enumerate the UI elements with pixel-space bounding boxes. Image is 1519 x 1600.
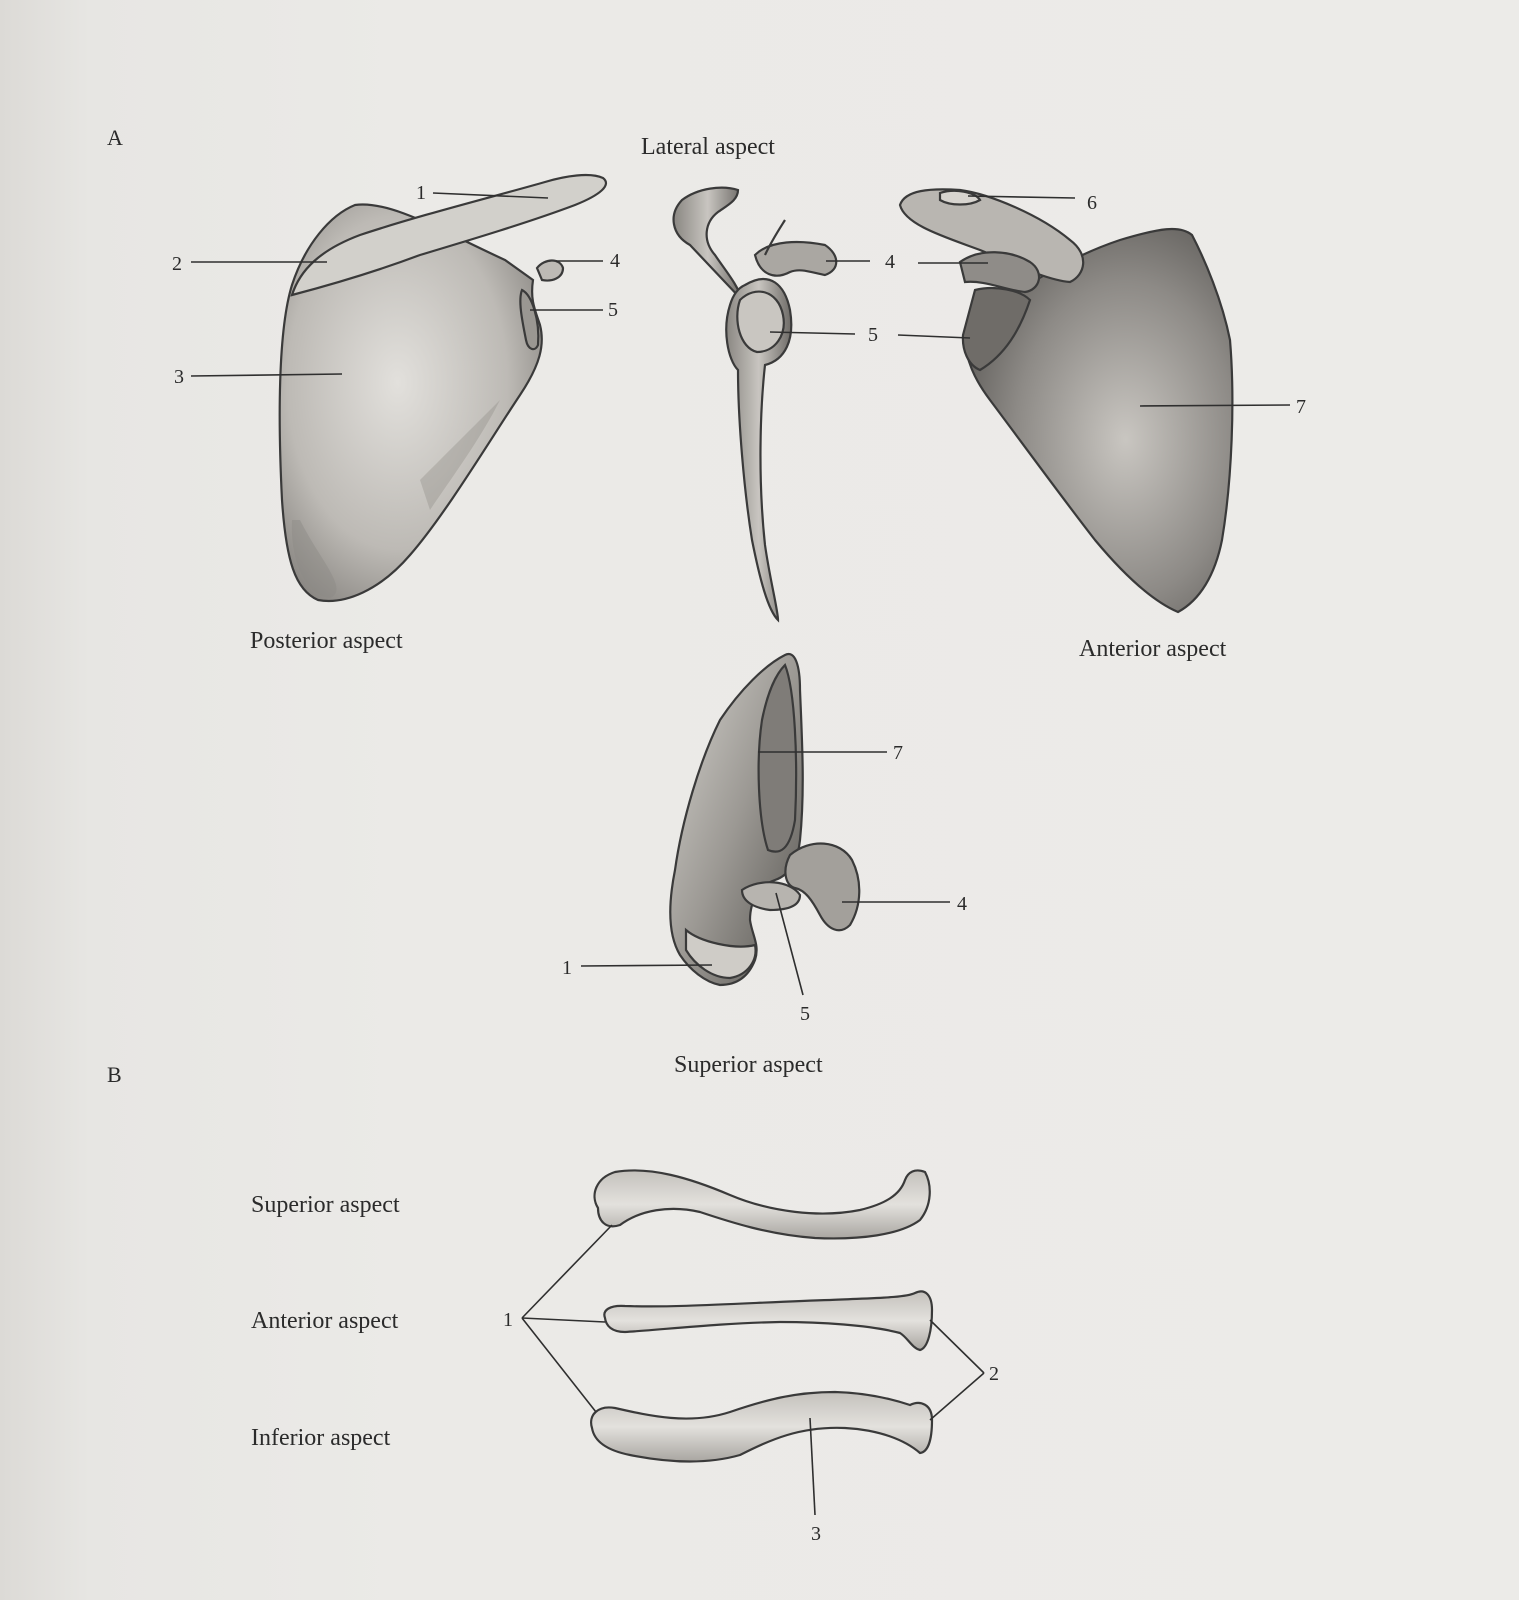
scapula-lateral-drawing (674, 188, 837, 620)
leader-clav-3 (810, 1418, 815, 1515)
label-sup-1: 1 (562, 957, 572, 979)
label-post-2: 2 (172, 253, 182, 275)
leader-clav-2b (930, 1373, 984, 1420)
caption-inferior-aspect-b: Inferior aspect (251, 1425, 391, 1451)
scapula-superior-drawing (670, 654, 859, 985)
label-sup-5: 5 (800, 1003, 810, 1025)
leader-sup-1 (581, 965, 712, 966)
clavicle-inferior-drawing (591, 1392, 932, 1461)
clavicle-superior-drawing (595, 1170, 930, 1238)
caption-superior-aspect-a: Superior aspect (674, 1052, 823, 1078)
leader-clav-1b (522, 1318, 605, 1322)
caption-anterior-aspect: Anterior aspect (1079, 636, 1227, 662)
clavicle-anterior-drawing (604, 1291, 932, 1350)
leader-clav-1c (522, 1318, 596, 1412)
caption-superior-aspect-b: Superior aspect (251, 1192, 400, 1218)
label-lat-4: 4 (885, 251, 895, 273)
leader-ant-7 (1140, 405, 1290, 406)
label-post-1: 1 (416, 182, 426, 204)
label-ant-7: 7 (1296, 396, 1306, 418)
leader-clav-1a (522, 1225, 612, 1318)
caption-anterior-aspect-b: Anterior aspect (251, 1308, 399, 1334)
label-lat-5: 5 (868, 324, 878, 346)
label-sup-7: 7 (893, 742, 903, 764)
caption-posterior-aspect: Posterior aspect (250, 628, 403, 654)
label-sup-4: 4 (957, 893, 967, 915)
scapula-anterior-drawing (900, 189, 1232, 612)
label-post-5: 5 (608, 299, 618, 321)
section-b-label: B (107, 1062, 122, 1087)
label-clav-3: 3 (811, 1523, 821, 1545)
section-a-label: A (107, 125, 123, 150)
leader-ant-5 (898, 335, 970, 338)
label-ant-6: 6 (1087, 192, 1097, 214)
label-post-4: 4 (610, 250, 620, 272)
leader-clav-2a (930, 1320, 984, 1373)
label-clav-1: 1 (503, 1309, 513, 1331)
caption-lateral-aspect: Lateral aspect (641, 134, 775, 160)
label-clav-2: 2 (989, 1363, 999, 1385)
scapula-posterior-drawing (280, 175, 606, 601)
label-post-3: 3 (174, 366, 184, 388)
